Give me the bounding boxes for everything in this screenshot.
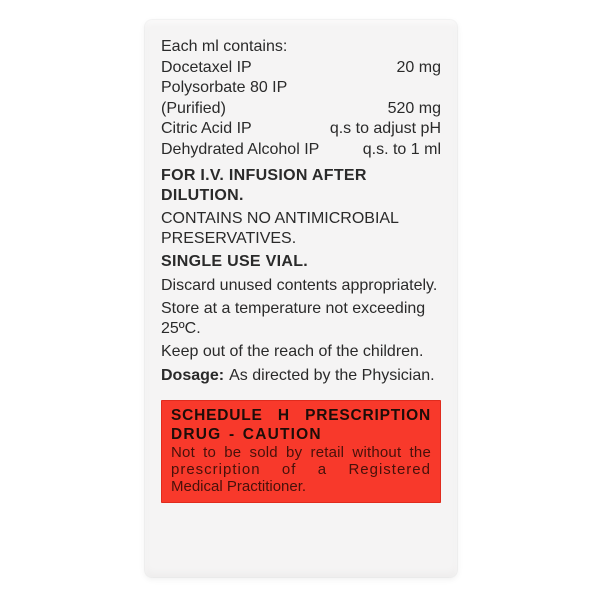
statement-single-use-vial: SINGLE USE VIAL. [161, 253, 309, 270]
label-content [161, 37, 441, 503]
composition-row [161, 140, 441, 161]
statement-no-preservatives: CONTAINS NO ANTIMICROBIAL PRESERVATIVES. [161, 210, 399, 247]
ingredient-name: (Purified) [161, 99, 226, 117]
schedule-body-line: prescription of a Registered [171, 461, 431, 478]
ingredient-value: 520 mg [387, 99, 441, 117]
ingredient-value: 20 mg [396, 58, 441, 76]
statement-storage: Store at a temperature not exceeding 25ºC. [161, 300, 426, 337]
statement-keep-away: Keep out of the reach of the children. [161, 343, 424, 360]
statement-iv-infusion: FOR I.V. INFUSION AFTER DILUTION. [161, 167, 367, 204]
medicine-carton-panel [145, 20, 457, 577]
ingredient-value: q.s. to 1 ml [362, 140, 441, 158]
composition-row [161, 58, 441, 79]
composition-section [161, 37, 441, 160]
schedule-heading-line: DRUG - CAUTION [171, 426, 322, 443]
ingredient-value: q.s to adjust pH [329, 120, 441, 137]
schedule-body-line: Medical Practitioner. [171, 478, 307, 495]
schedule-h-warning-box [161, 400, 441, 503]
schedule-body-line: Not to be sold by retail without the [171, 444, 431, 461]
ingredient-name: Docetaxel IP [161, 58, 252, 76]
dosage-label: Dosage: [161, 366, 225, 384]
composition-row [161, 119, 441, 140]
dosage-line [161, 366, 441, 386]
ingredient-name: Dehydrated Alcohol IP [161, 140, 320, 158]
composition-row [161, 99, 441, 120]
ingredient-name: Polysorbate 80 IP [161, 79, 288, 96]
ingredient-name: Citric Acid IP [161, 120, 252, 137]
composition-row [161, 78, 441, 99]
dosage-text: As directed by the Physician. [229, 366, 435, 384]
schedule-heading-line: SCHEDULE H PRESCRIPTION [171, 407, 431, 424]
composition-heading: Each ml contains: [161, 38, 288, 55]
statement-discard-contents: Discard unused contents appropriately. [161, 276, 438, 294]
